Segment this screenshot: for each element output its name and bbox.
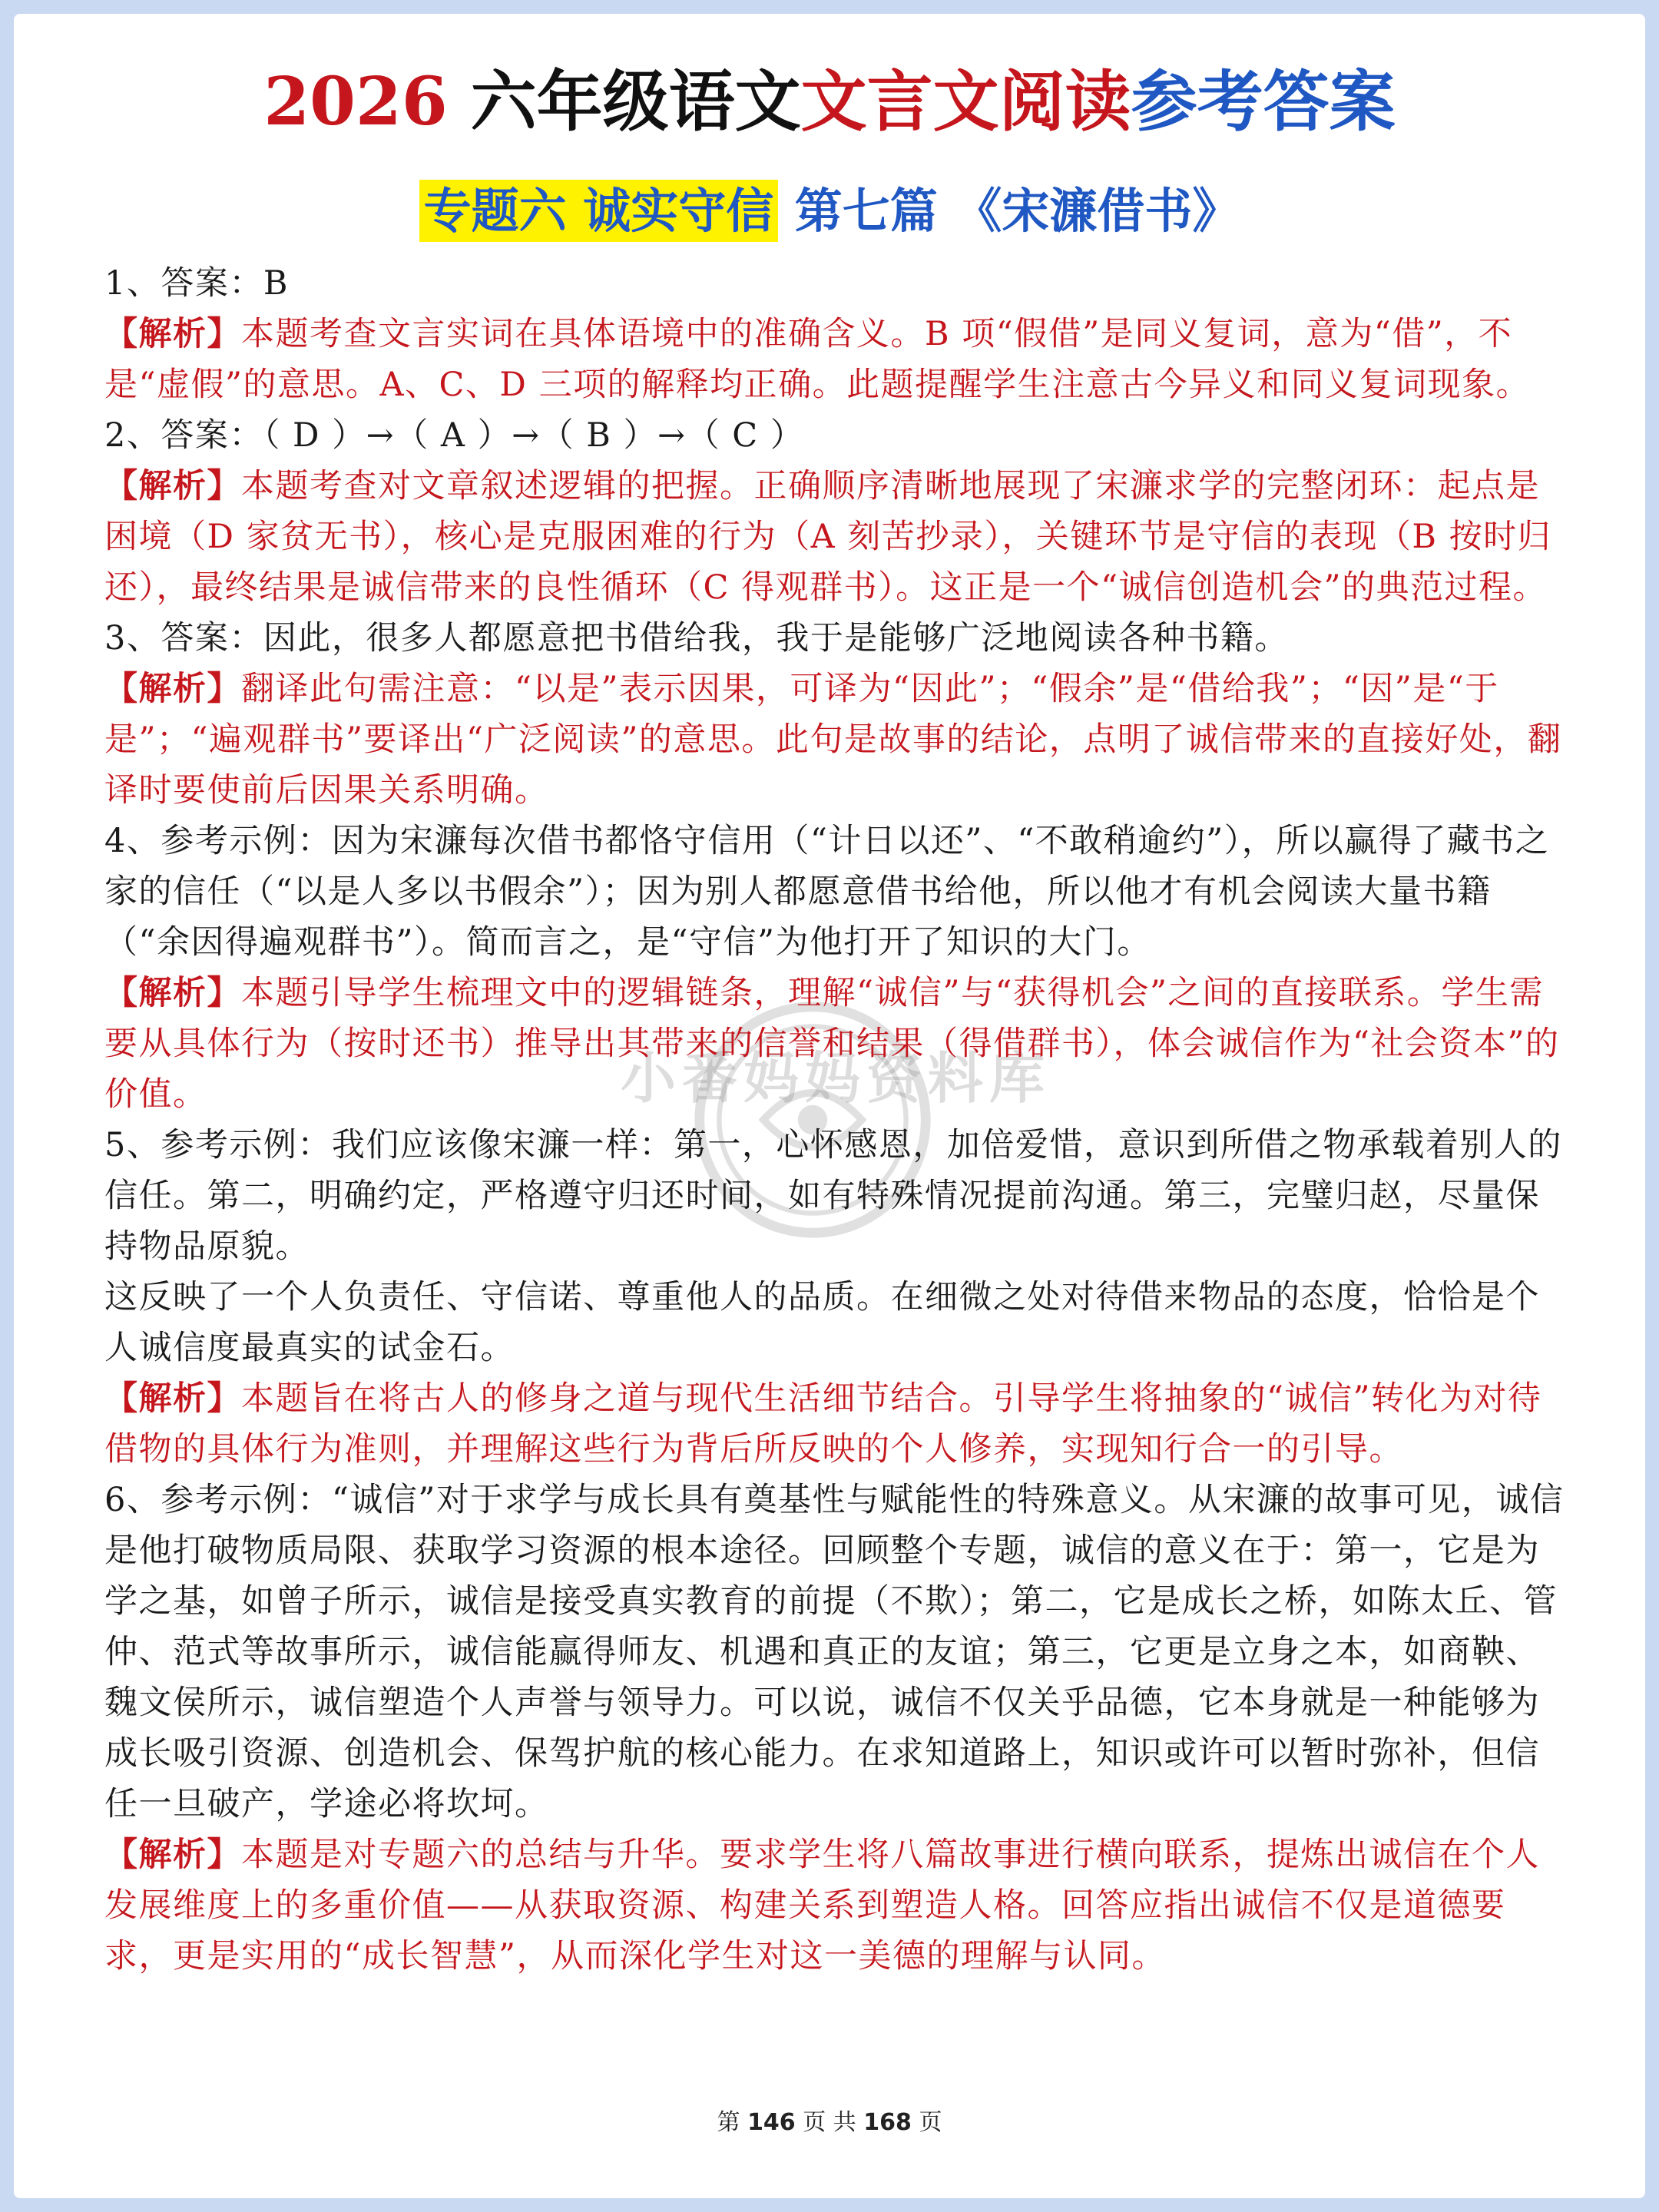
answer-line: 6、参考示例：“诚信”对于求学与成长具有奠基性与赋能性的特殊意义。从宋濂的故事可见，诚信是他打破物质局限、获取学习资源的根本途径。回顾整个专题，诚信的意义在于：第一，它是为学之基，如曾子所示，诚信是接受真实教育的前提（不欺）；第二，它是成长之桥，如陈太丘、管仲、范式等故事所示，诚信能赢得师友、机遇和真正的友谊；第三，它更是立身之本，如商鞅、魏文侯所示，诚信塑造个人声誉与领导力。可以说，诚信不仅关乎品德，它本身就是一种能够为成长吸引资源、创造机会、保驾护航的核心能力。在求知道路上，知识或许可以暂时弥补，但信任一旦破产，学途必将坎坷。 [104, 1481, 1565, 1823]
explanation-text: 本题引导学生梳理文中的逻辑链条，理解“诚信”与“获得机会”之间的直接联系。学生需要从具体行为（按时还书）推导出其带来的信誉和结果（得借群书），体会诚信作为“社会资本”的价值。 [104, 974, 1560, 1114]
page-title [14, 60, 1645, 144]
explanation-paragraph [104, 1373, 1571, 1475]
explanation-paragraph [104, 461, 1571, 613]
subtitle-topic-highlight: 专题六 诚实守信 [419, 180, 779, 242]
footer-page-number: 146 [747, 2109, 796, 2136]
explanation-tag: 【解析】 [104, 467, 241, 505]
explanation-paragraph [104, 309, 1571, 410]
explanation-paragraph [104, 968, 1571, 1120]
answer-line: 1、答案：B [104, 264, 289, 303]
footer-suffix: 页 [911, 2109, 942, 2136]
answer-line: 3、答案：因此，很多人都愿意把书借给我，我于是能够广泛地阅读各种书籍。 [104, 619, 1289, 657]
explanation-tag: 【解析】 [104, 670, 241, 708]
explanation-paragraph [104, 664, 1571, 816]
explanation-text: 本题是对专题六的总结与升华。要求学生将八篇故事进行横向联系，提炼出诚信在个人发展维度上的多重价值——从获取资源、构建关系到塑造人格。回答应指出诚信不仅是道德要求，更是实用的“成长智慧”，从而深化学生对这一美德的理解与认同。 [104, 1836, 1540, 1975]
explanation-tag: 【解析】 [104, 974, 241, 1012]
footer-middle: 页 共 [795, 2109, 864, 2136]
explanation-tag: 【解析】 [104, 315, 241, 353]
answer-line: 2、答案：（ D ）→（ A ）→（ B ）→（ C ） [104, 416, 805, 455]
explanation-text: 本题考查文言实词在具体语境中的准确含义。B 项“假借”是同义复词，意为“借”，不是“虚假”的意思。A、C、D 三项的解释均正确。此题提醒学生注意古今异义和同义复词现象。 [104, 315, 1531, 404]
explanation-text: 翻译此句需注意：“以是”表示因果，可译为“因此”；“假余”是“借给我”；“因”是“于是”；“遍观群书”要译出“广泛阅读”的意思。此句是故事的结论，点明了诚信带来的直接好处，翻译时要使前后因果关系明确。 [104, 670, 1562, 810]
explanation-tag: 【解析】 [104, 1836, 241, 1874]
explanation-tag: 【解析】 [104, 1379, 241, 1418]
answer-line: 5、参考示例：我们应该像宋濂一样：第一，心怀感恩，加倍爱惜，意识到所借之物承载着别人的信任。第二，明确约定，严格遵守归还时间，如有特殊情况提前沟通。第三，完璧归赵，尽量保持物品原貌。 [104, 1126, 1562, 1266]
page-subtitle [14, 177, 1645, 246]
subtitle-chapter: 第七篇 《宋濂借书》 [778, 183, 1240, 239]
explanation-text: 本题考查对文章叙述逻辑的把握。正确顺序清晰地展现了宋濂求学的完整闭环：起点是困境（D 家贫无书），核心是克服困难的行为（A 刻苦抄录），关键环节是守信的表现（B 按时归还），最终结果是诚信带来的良性循环（C 得观群书）。这正是一个“诚信创造机会”的典范过程。 [104, 467, 1552, 607]
footer-prefix: 第 [717, 2109, 748, 2136]
answer-line: 4、参考示例：因为宋濂每次借书都恪守信用（“计日以还”、“不敢稍逾约”），所以赢得了藏书之家的信任（“以是人多以书假余”）；因为别人都愿意借书给他，所以他才有机会阅读大量书籍（“余因得遍观群书”）。简而言之，是“守信”为他打开了知识的大门。 [104, 822, 1550, 962]
answer-content [104, 258, 1571, 1982]
document-page [14, 14, 1645, 2198]
footer-total-pages: 168 [863, 2109, 912, 2136]
explanation-paragraph [104, 1830, 1571, 1982]
title-grade: 六年级语文 [470, 63, 801, 141]
watermark-text: 小番妈妈资料库 [621, 1046, 1051, 1111]
title-answers: 参考答案 [1131, 63, 1396, 141]
title-year: 2026 [263, 63, 471, 141]
explanation-text: 本题旨在将古人的修身之道与现代生活细节结合。引导学生将抽象的“诚信”转化为对待借物的具体行为准则，并理解这些行为背后所反映的个人修养，实现知行合一的引导。 [104, 1379, 1542, 1469]
page-footer [14, 2103, 1645, 2137]
answer-line: 这反映了一个人负责任、守信诺、尊重他人的品质。在细微之处对待借来物品的态度，恰恰是个人诚信度最真实的试金石。 [104, 1278, 1540, 1367]
title-topic: 文言文阅读 [800, 63, 1131, 141]
